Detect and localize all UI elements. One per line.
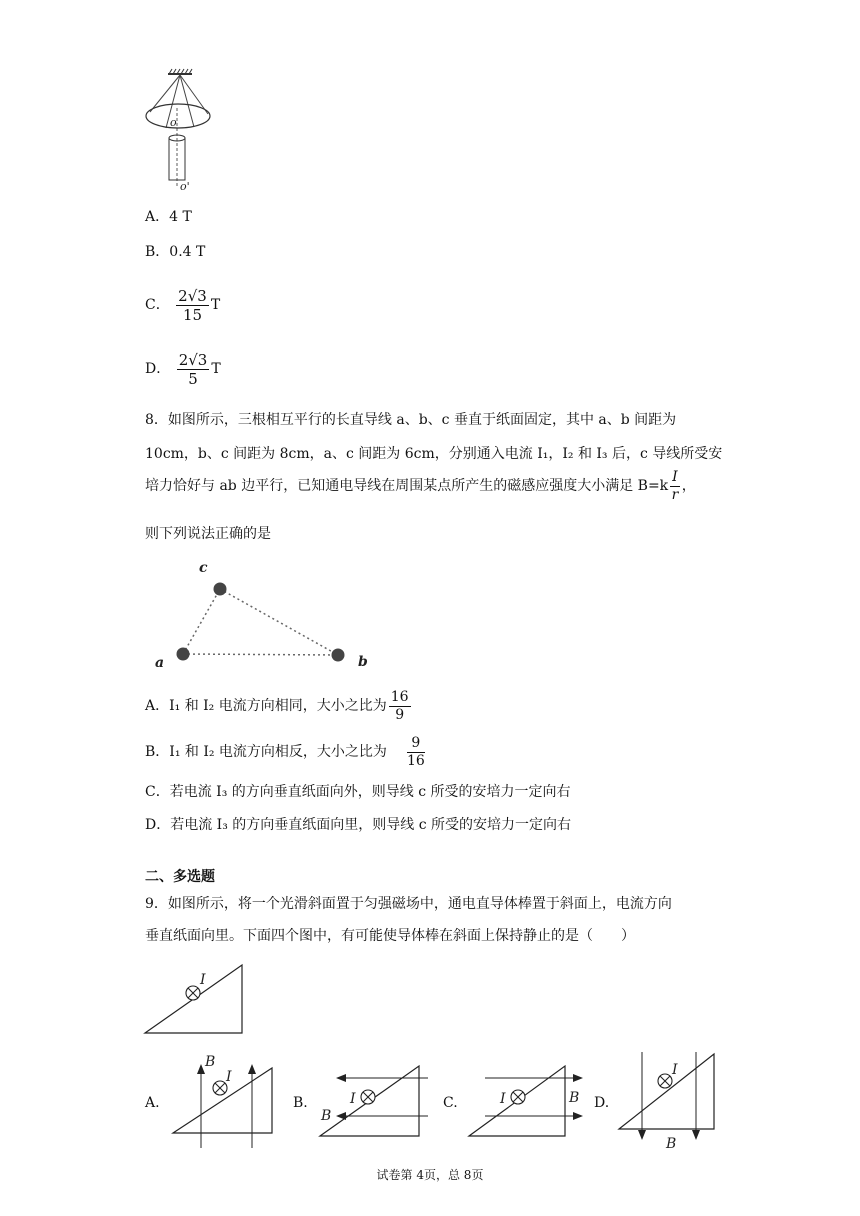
- current-label: I: [200, 972, 206, 988]
- fraction: [407, 735, 425, 770]
- q9-stem-line1: 9．如图所示，将一个光滑斜面置于匀强磁场中，通电直导体棒置于斜面上，电流方向: [145, 896, 672, 912]
- field-label: B: [666, 1136, 677, 1150]
- fraction-denominator: 5: [188, 369, 198, 388]
- fraction-denominator: 9: [395, 706, 405, 723]
- option-unit: T: [210, 297, 221, 313]
- option-text: A．I₁ 和 I₂ 电流方向相同，大小之比为: [145, 698, 387, 714]
- q8-stem-line2: 10cm，b、c 间距为 8cm，a、c 间距为 6cm，分别通入电流 I₁，I₂ 和 I₃ 后，c 导线所受安: [145, 446, 723, 462]
- current-label: I: [350, 1091, 356, 1107]
- q8-option-a: [145, 686, 413, 726]
- q9-stem-line2: 垂直纸面向里。下面四个图中，有可能使导体棒在斜面上保持静止的是（ ）: [145, 928, 635, 944]
- current-label: I: [500, 1091, 506, 1107]
- fraction: [176, 287, 209, 324]
- fraction-numerator: I: [672, 468, 678, 485]
- label-o-prime: o': [180, 180, 190, 193]
- wire-a: [177, 648, 190, 661]
- option-letter: C．: [145, 297, 170, 313]
- q8-stem-line4: 则下列说法正确的是: [145, 526, 271, 542]
- q7-option-d: [145, 349, 221, 389]
- q9-option-b-label: B.: [293, 1095, 308, 1111]
- q8-wire-diagram: [145, 558, 375, 678]
- field-label: B: [569, 1090, 580, 1106]
- q9-option-c-figure: [465, 1058, 595, 1143]
- q8-option-c: C．若电流 I₃ 的方向垂直纸面向外，则导线 c 所受的安培力一定向右: [145, 784, 571, 800]
- label-c: c: [199, 560, 208, 576]
- fraction: [177, 351, 210, 388]
- current-label: I: [672, 1062, 678, 1078]
- option-letter: A．: [145, 209, 170, 225]
- wire-b: [332, 649, 345, 662]
- fraction-denominator: r: [671, 486, 679, 503]
- section-title: 二、多选题: [145, 869, 215, 885]
- label-a: a: [155, 655, 165, 671]
- option-text: B．I₁ 和 I₂ 电流方向相反，大小之比为: [145, 744, 387, 760]
- fraction-denominator: 15: [182, 305, 203, 324]
- field-label: B: [321, 1108, 332, 1124]
- option-letter: B．: [145, 244, 170, 260]
- q8-option-b: [145, 732, 427, 772]
- option-letter: D．: [145, 361, 171, 377]
- option-value: 0.4 T: [169, 244, 206, 260]
- fraction-numerator: 16: [390, 688, 409, 705]
- q9-option-b-figure: [316, 1058, 436, 1143]
- q9-incline-diagram: [140, 960, 250, 1040]
- q9-option-d-figure: [616, 1050, 726, 1150]
- q9-option-c-label: C.: [443, 1095, 458, 1111]
- q7-ring-diagram: [140, 68, 220, 193]
- fraction-numerator: 2√3: [178, 286, 207, 305]
- field-label: B: [205, 1054, 216, 1070]
- q7-option-a: [145, 206, 192, 228]
- label-b: b: [358, 654, 368, 670]
- label-o: o: [170, 116, 177, 129]
- fraction-denominator: 16: [406, 752, 425, 769]
- wire-c: [214, 583, 227, 596]
- q9-option-a-figure: [168, 1050, 278, 1150]
- q8-stem-line1: 8．如图所示，三根相互平行的长直导线 a、b、c 垂直于纸面固定，其中 a、b 间距为: [145, 412, 677, 428]
- q8-stem-line3: [145, 466, 696, 506]
- q8-stem-line3-text: 培力恰好与 ab 边平行，已知通电导线在周围某点所产生的磁感应强度大小满足 B=k: [145, 478, 669, 494]
- option-unit: T: [211, 361, 221, 377]
- q8-stem-line3-end: ，: [681, 478, 696, 494]
- q8-option-d: D．若电流 I₃ 的方向垂直纸面向里，则导线 c 所受的安培力一定向右: [145, 817, 572, 833]
- formula-fraction: [670, 469, 680, 504]
- option-value: 4 T: [169, 209, 192, 225]
- q7-option-b: [145, 241, 205, 263]
- page-footer: 试卷第 4页，总 8页: [376, 1168, 484, 1182]
- fraction-numerator: 9: [407, 735, 425, 753]
- q9-option-a-label: A.: [145, 1095, 160, 1111]
- current-label: I: [226, 1069, 232, 1085]
- fraction: [389, 689, 411, 724]
- q9-option-d-label: D.: [594, 1095, 610, 1111]
- fraction-numerator: 2√3: [178, 350, 208, 369]
- q7-option-c: [145, 285, 220, 325]
